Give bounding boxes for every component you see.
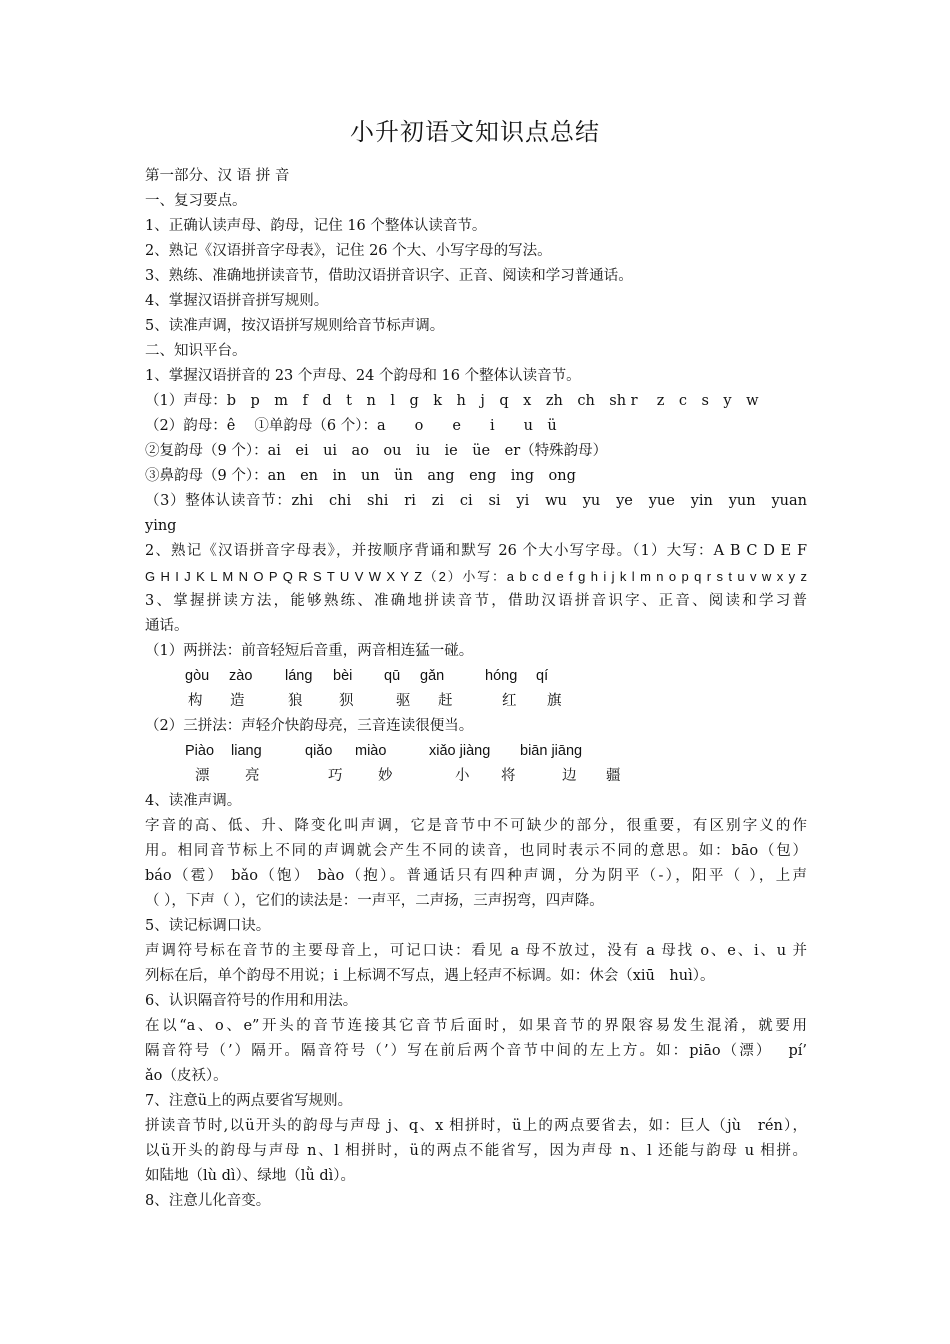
text-line: 6、认识隔音符号的作用和用法。 (145, 993, 358, 1009)
text-line: 5、读准声调，按汉语拼写规则给音节标声调。 (145, 318, 445, 334)
text-line: ǎo（皮袄）。 (145, 1068, 228, 1084)
text-line: （1）两拼法：前音轻短后音重，两音相连猛一碰。 (145, 643, 474, 659)
text-line: 8、注意儿化音变。 (145, 1193, 271, 1209)
text-line: ②复韵母（9 个）：ai ei ui ao ou iu ie üe er（特殊韵母） (145, 443, 608, 459)
pinyin-word: láng (285, 668, 313, 684)
text-line: ③鼻韵母（9 个）：an en in un ün ang eng ing ong (145, 468, 576, 484)
pinyin-word: liang (231, 743, 262, 759)
text-line: 5、读记标调口诀。 (145, 918, 271, 934)
text-line: 2、熟记《汉语拼音字母表》，记住 26 个大、小写字母的写法。 (145, 243, 552, 259)
text-line: 通话。 (145, 618, 189, 634)
hanzi-char: 亮 (245, 768, 260, 784)
document-body (145, 164, 807, 1214)
text-line: 1、正确认读声母、韵母，记住 16 个整体认读音节。 (145, 218, 487, 234)
subheading: 二、知识平台。 (145, 343, 247, 359)
pinyin-word: miào (355, 743, 387, 759)
text-line: 声调符号标在音节的主要母音上，可记口诀：看见 a 母不放过，没有 a 母找 o、e、i、u 并 (145, 943, 807, 959)
pinyin-word: gòu (185, 668, 210, 684)
text-line: 7、注意ü上的两点要省写规则。 (145, 1093, 353, 1109)
pinyin-word: Piào (185, 743, 215, 759)
text-line: ying (145, 518, 177, 534)
text-line: （3）整体认读音节：zhi chi shi ri zi ci si yi wu yu ye yue yin yun yuan (145, 493, 807, 509)
text-line: （2）三拼法：声轻介快韵母亮，三音连读很便当。 (145, 718, 474, 734)
hanzi-char: 巧 (328, 768, 343, 784)
hanzi-char: 漂 (195, 768, 210, 784)
hanzi-char: 赶 (438, 693, 453, 709)
pinyin-word: biān jiāng (520, 743, 583, 759)
hanzi-char: 造 (230, 693, 245, 709)
text-line: 用。相同音节标上不同的声调就会产生不同的读音，也同时表示不同的意思。如：bāo（包） (145, 843, 807, 859)
pinyin-word: hóng (485, 668, 518, 684)
text-line: 4、读准声调。 (145, 793, 242, 809)
pinyin-word: gǎn (420, 668, 445, 684)
text-line: 如陆地（lù dì）、绿地（lǜ dì）。 (145, 1168, 356, 1184)
hanzi-char: 狼 (288, 693, 303, 709)
hanzi-char: 旗 (547, 693, 562, 709)
pinyin-word: bèi (333, 668, 353, 684)
text-line: 字音的高、低、升、降变化叫声调，它是音节中不可缺少的部分，很重要，有区别字义的作 (145, 818, 807, 834)
text-line: 3、掌握拼读方法，能够熟练、准确地拼读音节，借助汉语拼音识字、正音、阅读和学习普 (145, 593, 807, 609)
hanzi-char: 将 (501, 768, 516, 784)
document-title: 小升初语文知识点总结 (350, 118, 600, 146)
pinyin-word: qí (536, 668, 549, 684)
hanzi-row-two-spell (145, 689, 807, 714)
hanzi-row-three-spell (145, 764, 807, 789)
text-line: 在以“a、o、e”开头的音节连接其它音节后面时，如果音节的界限容易发生混淆，就要用 (145, 1018, 807, 1034)
pinyin-word: qū (384, 668, 401, 684)
pinyin-word: qiǎo (305, 743, 333, 759)
section-heading: 第一部分、汉 语 拼 音 (145, 168, 290, 184)
hanzi-char: 驱 (396, 693, 411, 709)
hanzi-char: 构 (188, 693, 203, 709)
hanzi-char: 狈 (339, 693, 354, 709)
text-line: 隔音符号（’）隔开。隔音符号（’）写在前后两个音节中间的左上方。如：piāo（漂） pí’ (145, 1043, 807, 1059)
text-line: 1、掌握汉语拼音的 23 个声母、24 个韵母和 16 个整体认读音节。 (145, 368, 581, 384)
text-line: （ ），下声（ ），它们的读法是：一声平，二声扬，三声拐弯，四声降。 (145, 893, 604, 909)
text-line: 以ü开头的韵母与声母 n、l 相拼时，ü的两点不能省写，因为声母 n、l 还能与韵母 u 相拼。 (145, 1143, 807, 1159)
pinyin-word: zào (229, 668, 253, 684)
text-line: 3、熟练、准确地拼读音节，借助汉语拼音识字、正音、阅读和学习普通话。 (145, 268, 633, 284)
text-line: G H I J K L M N O P Q R S T U V W X Y Z（2）小写：a b c d e f g h i j k l m n o p q r s t u v w x y z (145, 569, 807, 584)
hanzi-char: 疆 (606, 768, 621, 784)
hanzi-char: 小 (455, 768, 470, 784)
text-line: （1）声母：b p m f d t n l g k h j q x zh ch sh r z c s y w (145, 393, 759, 409)
pinyin-row-three-spell (145, 739, 807, 764)
pinyin-word: xiǎo jiàng (429, 743, 491, 759)
text-line: báo（雹） bǎo（饱） bào（抱）。普通话只有四种声调，分为阴平（-），阳平（ ），上声 (145, 868, 807, 884)
text-line: 列标在后，单个韵母不用说；i 上标调不写点，遇上轻声不标调。如：休会（xiū huì）。 (145, 968, 715, 984)
text-line: 2、熟记《汉语拼音字母表》，并按顺序背诵和默写 26 个大小写字母。（1）大写：A B C D E F (145, 543, 807, 559)
hanzi-char: 红 (502, 693, 517, 709)
hanzi-char: 边 (562, 768, 577, 784)
subheading: 一、复习要点。 (145, 193, 247, 209)
text-line: 拼读音节时,以ü开头的韵母与声母 j、q、x 相拼时，ü上的两点要省去，如：巨人（jù rén）， (145, 1118, 807, 1134)
text-line: 4、掌握汉语拼音拼写规则。 (145, 293, 329, 309)
text-line: （2）韵母：ê ①单韵母（6 个）：a o e i u ü (145, 418, 557, 434)
pinyin-row-two-spell (145, 664, 807, 689)
hanzi-char: 妙 (378, 768, 393, 784)
